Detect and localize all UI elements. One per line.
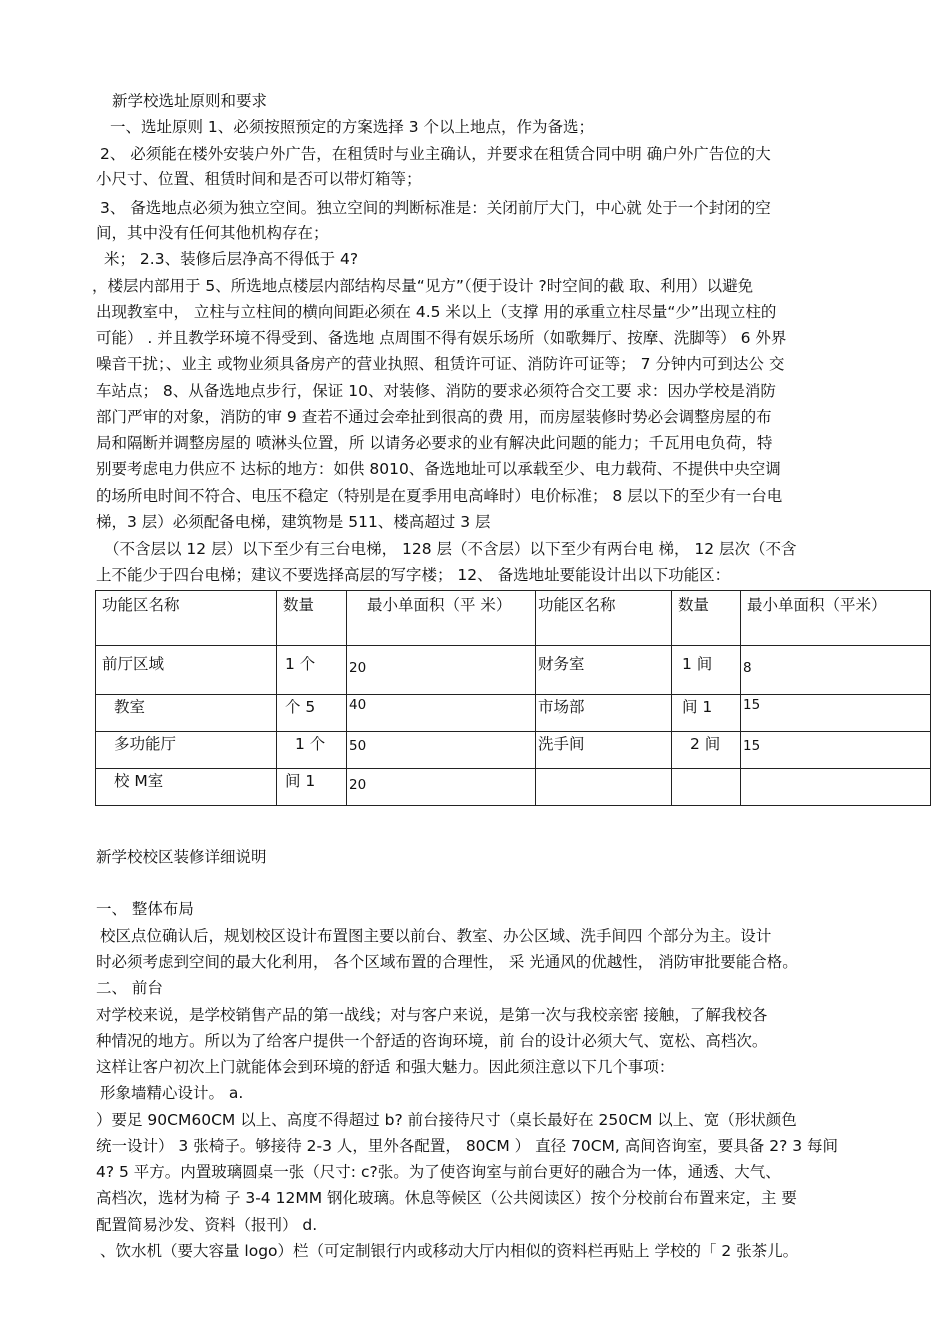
table-header-cell [347, 591, 536, 646]
cell-text: 财务室 [538, 655, 585, 673]
table-cell [96, 695, 277, 732]
table-cell [347, 732, 536, 769]
text-line: 形象墙精心设计。 a. [100, 1084, 244, 1102]
text-line: 时必须考虑到空间的最大化利用， 各个区域布置的合理性， 采 光通风的优越性， 消防审批要能合格。 [96, 953, 798, 971]
text-line: 间，其中没有任何其他机构存在； [96, 224, 329, 242]
text-line: （不含层以 12 层）以下至少有三台电梯， 128 层（不含层）以下至少有两台电 梯， 12 层次（不含 [104, 540, 797, 558]
text-line: 3、 备选地点必须为独立空间。独立空间的判断标准是：关闭前厅大门，中心就 处于一个封闭的空 [100, 199, 771, 217]
cell-text: 市场部 [538, 698, 585, 716]
table-cell [741, 695, 931, 732]
table-cell [96, 769, 277, 806]
table-cell [277, 646, 347, 695]
table-cell [672, 769, 741, 806]
text-line: 统一设计） 3 张椅子。够接待 2-3 人，里外各配置， 80CM ） 直径 70CM, 高间咨询室，要具备 2? 3 每间 [96, 1137, 839, 1155]
cell-text: 15 [743, 738, 761, 754]
text-line: 这样让客户初次上门就能体会到环境的舒适 和强大魅力。因此须注意以下几个事项： [96, 1058, 675, 1076]
cell-text: 校 M室 [114, 772, 164, 790]
table-cell [347, 646, 536, 695]
table-cell [96, 646, 277, 695]
cell-text: 间 1 [682, 698, 713, 716]
text-line: 高档次，选材为椅 子 3-4 12MM 钢化玻璃。休息等候区（公共阅读区）按个分校前台布置来定，主 要 [96, 1189, 797, 1207]
cell-text: 间 1 [285, 772, 316, 790]
table-cell [741, 732, 931, 769]
table-cell [347, 769, 536, 806]
text-line: 车站点； 8、从备选地点步行，保证 10、对装修、消防的要求必须符合交工要 求：因办学校是消防 [96, 382, 776, 400]
text-line: 梯，3 层）必须配备电梯，建筑物是 511、楼高超过 3 层 [96, 513, 491, 531]
function-area-table [95, 590, 931, 806]
table-cell [672, 732, 741, 769]
text-line: 对学校来说，是学校销售产品的第一战线；对与客户来说，是第一次与我校亲密 接触，了解我校各 [96, 1006, 768, 1024]
text-line: 配置简易沙发、资料（报刊） d. [96, 1216, 318, 1234]
text-line: 可能） . 并且教学环境不得受到、备选地 点周围不得有娱乐场所（如歌舞厅、按摩、洗脚等） 6 外界 [96, 329, 787, 347]
table-cell [277, 769, 347, 806]
table-cell [347, 695, 536, 732]
table-cell [536, 646, 672, 695]
table-header-cell: 功能区名称 [536, 591, 672, 646]
table-cell [741, 769, 931, 806]
table-cell [741, 646, 931, 695]
section2-heading-frontdesk: 二、 前台 [96, 979, 163, 997]
text-line: 的场所电时间不符合、电压不稳定（特别是在夏季用电高峰时）电价标准； 8 层以下的至少有一台电 [96, 487, 783, 505]
table-cell [536, 769, 672, 806]
cell-text: 15 [743, 697, 761, 713]
text-line: 种情况的地方。所以为了给客户提供一个舒适的咨询环境，前 台的设计必须大气、宽松、高档次。 [96, 1032, 768, 1050]
cell-text: 20 [349, 660, 367, 676]
text-line: 4? 5 平方。内置玻璃圆桌一张（尺寸: c?张。为了使咨询室与前台更好的融合为一体，通透、大气、 [96, 1163, 781, 1181]
cell-text: 50 [349, 738, 367, 754]
text-line: 小尺寸、位置、租赁时间和是否可以带灯箱等； [96, 170, 422, 188]
cell-text: 1 个 [285, 655, 316, 673]
cell-text: 8 [743, 660, 752, 676]
text-line: 部门严审的对象，消防的审 9 查若不通过会牵扯到很高的费 用，而房屋装修时势必会调整房屋的布 [96, 408, 772, 426]
cell-text: 洗手间 [538, 735, 585, 753]
cell-text: 前厅区域 [102, 655, 165, 673]
cell-text: 40 [349, 697, 367, 713]
section2-title: 新学校校区装修详细说明 [96, 848, 267, 866]
text-line: 出现教室中， 立柱与立柱间的横向间距必须在 4.5 米以上（支撑 用的承重立柱尽量“少”出现立柱的 [96, 303, 777, 321]
text-line: 米； 2.3、装修后层净高不得低于 4? [104, 250, 359, 268]
text-line: 2、 必须能在楼外安装户外广告，在租赁时与业主确认，并要求在租赁合同中明 确户外广告位的大 [100, 145, 771, 163]
text-line: 别要考虑电力供应不 达标的地方：如供 8010、备选地址可以承载至少、电力载荷、不提供中央空调 [96, 460, 781, 478]
cell-text: 1 个 [295, 735, 326, 753]
table-row [96, 646, 931, 695]
section1-title: 新学校选址原则和要求 [112, 92, 268, 110]
table-header-cell: 功能区名称 [96, 591, 277, 646]
cell-text: 2 间 [690, 735, 721, 753]
cell-text: 1 间 [682, 655, 713, 673]
table-cell [536, 695, 672, 732]
table-cell [672, 695, 741, 732]
text-line: 噪音干扰；、业主 或物业须具备房产的营业执照、租赁许可证、消防许可证等； 7 分钟内可到达公 交 [96, 355, 785, 373]
table-cell [96, 732, 277, 769]
table-cell [277, 732, 347, 769]
section2-heading-layout: 一、 整体布局 [96, 900, 194, 918]
table-row [96, 769, 931, 806]
text-line: 校区点位确认后，规划校区设计布置图主要以前台、教室、办公区域、洗手间四 个部分为主。设计 [100, 927, 772, 945]
table-row [96, 695, 931, 732]
table-cell [536, 732, 672, 769]
cell-text: 多功能厅 [114, 735, 177, 753]
text-line: 局和隔断并调整房屋的 喷淋头位置，所 以请务必要求的业有解决此问题的能力；千瓦用电负荷，特 [96, 434, 773, 452]
table-header-text: 最小单面积（平 米） [367, 596, 512, 614]
text-line: ，楼层内部用于 5、所选地点楼层内部结构尽量“见方”（便于设计 ?时空间的截 取、利用）以避免 [92, 277, 754, 295]
table-cell [672, 646, 741, 695]
table-cell [277, 695, 347, 732]
table-header-cell: 最小单面积（平米） [741, 591, 931, 646]
cell-text: 个 5 [285, 698, 316, 716]
table-row [96, 732, 931, 769]
table-header-row [96, 591, 931, 646]
table-header-cell: 数量 [672, 591, 741, 646]
text-line: 、饮水机（要大容量 logo）栏（可定制银行内或移动大厅内相似的资料栏再贴上 学校的「 2 张茶儿。 [100, 1242, 799, 1260]
cell-text: 20 [349, 777, 367, 793]
table-header-cell: 数量 [277, 591, 347, 646]
text-line: ）要足 90CM60CM 以上、高度不得超过 b? 前台接待尺寸（桌长最好在 250CM 以上、宽（形状颜色 [96, 1111, 797, 1129]
text-line: 一、选址原则 1、必须按照预定的方案选择 3 个以上地点，作为备选； [110, 118, 595, 136]
text-line: 上不能少于四台电梯；建议不要选择高层的写字楼； 12、 备选地址要能设计出以下功能区： [96, 566, 731, 584]
cell-text: 教室 [114, 698, 146, 716]
